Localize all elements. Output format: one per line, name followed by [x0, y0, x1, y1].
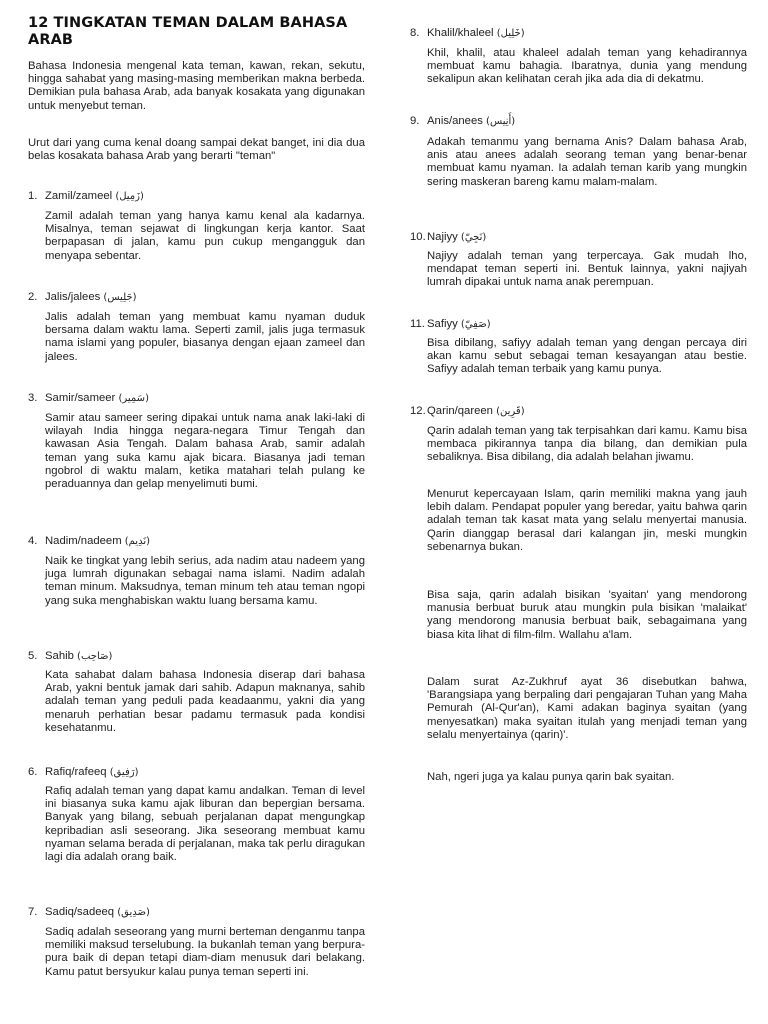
item-number: 6. — [28, 766, 38, 778]
item-arabic: (سَمِير) — [118, 393, 149, 404]
item-paragraph: Menurut kepercayaan Islam, qarin memiliki makna yang jauh lebih dalam. Pendapat populer yang beredar, yaitu bahwa qarin adalah teman tak kasat mata yang selalu menyertai manusia. Qarin dianggap berasal dari kalangan jin, meski mungkin sebenarnya bukan. — [427, 488, 747, 553]
item-number: 2. — [28, 291, 38, 303]
item-heading-8 — [410, 27, 525, 40]
item-arabic: (صَفِيّ) — [460, 319, 491, 330]
item-number: 8. — [410, 27, 420, 39]
item-heading-5 — [28, 650, 112, 663]
item-heading-6 — [28, 766, 138, 779]
item-number: 7. — [28, 906, 38, 918]
item-arabic: (صَاحِب) — [77, 651, 113, 662]
item-heading-10 — [410, 231, 486, 244]
item-label: Samir/sameer — [45, 392, 116, 404]
item-heading-1 — [28, 190, 144, 203]
item-paragraph: Bisa dibilang, safiyy adalah teman yang dengan percaya diri akan kamu sebut sebagai teman kesayangan atau bestie. Safiyy adalah teman terbaik yang kamu punya. — [427, 337, 747, 376]
item-heading-12 — [410, 405, 525, 418]
item-paragraph: Adakah temanmu yang bernama Anis? Dalam bahasa Arab, anis atau anees adalah seorang teman yang benar-benar membuat kamu nyaman. Ia adalah teman karib yang mungkin sering maskeran bareng kamu malam-malam. — [427, 136, 747, 188]
item-number: 5. — [28, 650, 38, 662]
item-heading-11 — [410, 318, 491, 331]
item-paragraph: Nah, ngeri juga ya kalau punya qarin bak syaitan. — [427, 771, 675, 783]
item-number: 4. — [28, 535, 38, 547]
item-arabic: (صَدِيق) — [117, 907, 150, 918]
item-arabic: (أَنِيس) — [486, 116, 516, 127]
item-paragraph: Dalam surat Az-Zukhruf ayat 36 disebutkan bahwa, 'Barangsiapa yang berpaling dari pengajaran Tuhan yang Maha Pemurah (Al-Qur'an), Kami adakan baginya syaitan (yang menyesatkan) maka syaitan itulah yang menjadi teman yang selalu menyertainya (qarin)'. — [427, 676, 747, 741]
item-paragraph: Najiyy adalah teman yang terpercaya. Gak mudah lho, mendapat teman seperti ini. Bentuk lainnya, yakni najiyah lumrah dipakai untuk nama anak perempuan. — [427, 250, 747, 289]
item-label: Khalil/khaleel — [427, 27, 494, 39]
item-heading-4 — [28, 535, 150, 548]
item-label: Nadim/nadeem — [45, 535, 122, 547]
item-paragraph: Jalis adalah teman yang membuat kamu nyaman duduk bersama dalam waktu lama. Seperti zamil, jalis juga termasuk nama islami yang populer, biasanya dengan ejaan zameel dan jalees. — [45, 311, 365, 363]
item-arabic: (قَرِين) — [496, 406, 525, 417]
item-paragraph: Zamil adalah teman yang hanya kamu kenal ala kadarnya. Misalnya, teman sejawat di lingkungan kerja kantor. Saat berpapasan di jalan, kamu pun cukup mengangguk dan menyapa sebentar. — [45, 210, 365, 262]
item-arabic: (جَلِيس) — [103, 292, 137, 303]
item-heading-3 — [28, 392, 149, 405]
item-heading-7 — [28, 906, 150, 919]
item-paragraph: Rafiq adalah teman yang dapat kamu andalkan. Teman di level ini biasanya suka kamu ajak liburan dan bepergian bersama. Banyak yang bilang, sebuah perjalanan dapat mengungkap kepribadian asli seseorang. Jika seseorang membuat kamu nyaman selama berada di perjalanan, maka tak perlu diragukan lagi dia adalah orang baik. — [45, 785, 365, 864]
item-paragraph: Khil, khalil, atau khaleel adalah teman yang kehadirannya membuat kamu bahagia. Ibaratnya, dunia yang mendung sekalipun akan kelihatan cerah jika ada dia di dekatmu. — [427, 47, 747, 86]
item-label: Jalis/jalees — [45, 291, 101, 303]
item-label: Zamil/zameel — [45, 190, 113, 202]
item-arabic: (رَفِيق) — [109, 767, 139, 778]
item-label: Safiyy — [427, 318, 458, 330]
item-label: Najiyy — [427, 231, 458, 243]
item-heading-9 — [410, 115, 515, 128]
item-label: Sahib — [45, 650, 74, 662]
page-title: 12 TINGKATAN TEMAN DALAM BAHASA ARAB — [28, 15, 348, 48]
item-arabic: (نَجِيّ) — [460, 232, 487, 243]
item-number: 12. — [410, 405, 426, 417]
item-paragraph: Qarin adalah teman yang tak terpisahkan dari kamu. Kamu bisa membaca pikirannya tanpa dia bilang, dan demikian pula sebaliknya. Bisa dibilang, dia adalah belahan jiwamu. — [427, 425, 747, 464]
intro-paragraph-2: Urut dari yang cuma kenal doang sampai dekat banget, ini dia dua belas kosakata bahasa Arab yang berarti "teman" — [28, 137, 365, 163]
item-paragraph: Bisa saja, qarin adalah bisikan 'syaitan' yang mendorong manusia berbuat buruk atau mungkin pula bisikan 'malaikat' yang mendorong manusia berbuat baik, sebagaimana yang biasa kita lihat di film-film. Wallahu a'lam. — [427, 589, 747, 641]
item-label: Anis/anees — [427, 115, 483, 127]
item-arabic: (خَلِيل) — [496, 28, 525, 39]
item-heading-2 — [28, 291, 136, 304]
item-label: Qarin/qareen — [427, 405, 493, 417]
item-arabic: (نَدِيم) — [124, 536, 151, 547]
item-paragraph: Samir atau sameer sering dipakai untuk nama anak laki-laki di wilayah India hingga negara-negara Timur Tengah dan kawasan Asia Tengah. Dalam bahasa Arab, samir adalah teman yang suka kamu ajak bicara. Biasanya jadi teman ngobrol di waktu malam, ketika matahari telah pulang ke peraduannya dan gelap menyelimuti bumi. — [45, 412, 365, 491]
intro-paragraph-1: Bahasa Indonesia mengenal kata teman, kawan, rekan, sekutu, hingga sahabat yang masing-masing memberikan makna berbeda. Demikian pula bahasa Arab, ada banyak kosakata yang digunakan untuk menyebut teman. — [28, 60, 365, 112]
item-number: 10. — [410, 231, 426, 243]
item-number: 11. — [410, 318, 425, 330]
item-paragraph: Kata sahabat dalam bahasa Indonesia diserap dari bahasa Arab, yakni bentuk jamak dari sahib. Adapun maknanya, sahib adalah teman yang peduli pada keadaanmu, yakni dia yang menaruh perhatian besar padamu termasuk pada kondisi kesehatanmu. — [45, 669, 365, 734]
item-number: 3. — [28, 392, 38, 404]
item-paragraph: Naik ke tingkat yang lebih serius, ada nadim atau nadeem yang juga lumrah digunakan sebagai nama islami. Nadim adalah teman minum. Maksudnya, teman minum teh atau teman ngopi yang suka menghabiskan waktu luang bersama kamu. — [45, 555, 365, 607]
item-label: Rafiq/rafeeq — [45, 766, 107, 778]
item-label: Sadiq/sadeeq — [45, 906, 115, 918]
item-arabic: (زَمِيل) — [115, 191, 144, 202]
item-number: 9. — [410, 115, 420, 127]
item-number: 1. — [28, 190, 38, 202]
item-paragraph: Sadiq adalah seseorang yang murni berteman denganmu tanpa memiliki maksud terselubung. Ia bukanlah teman yang berpura-pura baik di depan tetapi diam-diam menusuk dari belakang. Kamu patut bersyukur kalau punya teman seperti ini. — [45, 926, 365, 978]
